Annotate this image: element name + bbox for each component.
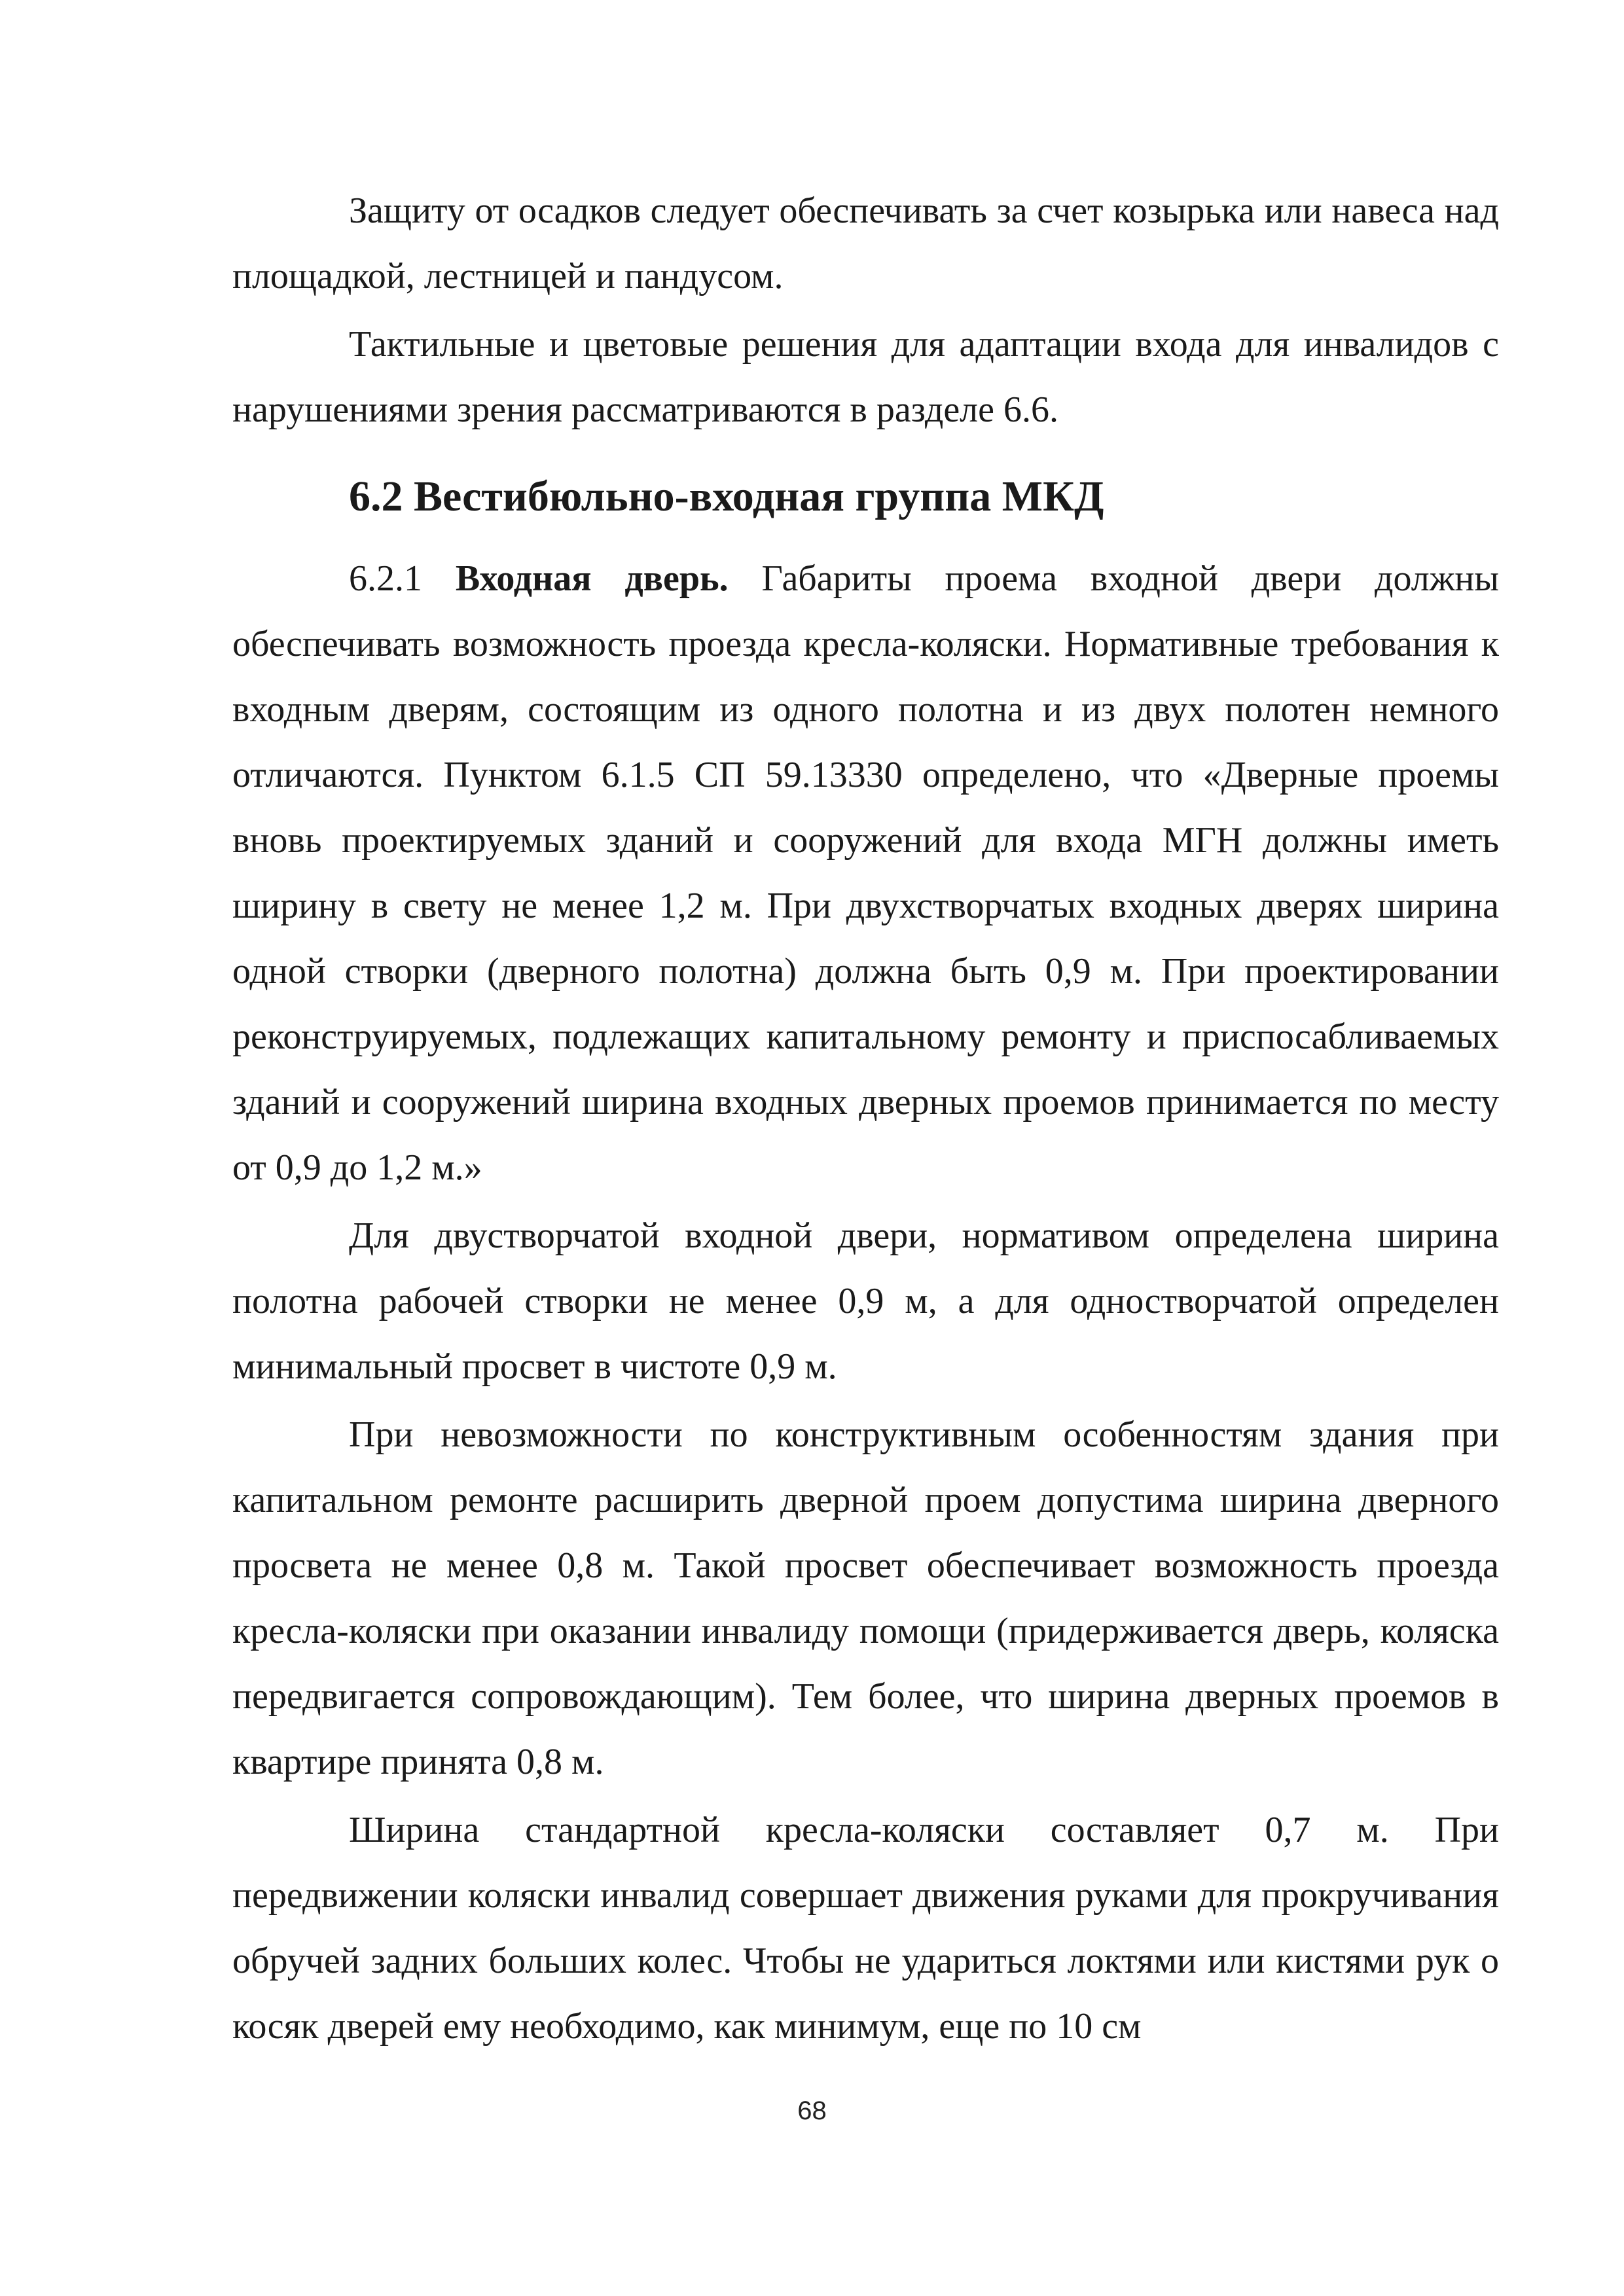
paragraph-wheelchair-width: Ширина стандартной кресла-коляски составляет 0,7 м. При передвижении коляски инвалид совершает движения руками для прокручивания обручей задних больших колес. Чтобы не удариться локтями или кистями рук о косяк дверей ему необходимо, как минимум, еще по 10 см (232, 1810, 1499, 2047)
subsection-text: Габариты проема входной двери должны обеспечивать возможность проезда кресла-коляски. Нормативные требования к входным дверям, состоящим из одного полотна и из двух полотен немного отличаются. Пунктом 6.1.5 СП 59.13330 определено, что «Дверные проемы вновь проектируемых зданий и сооружений для входа МГН должны иметь ширину в свету не менее 1,2 м. При двухстворчатых входных дверях ширина одной створки (дверного полотна) должна быть 0,9 м. При проектировании реконструируемых, подлежащих капитальному ремонту и приспосабливаемых зданий и сооружений ширина входных дверных проемов принимается по месту от 0,9 до 1,2 м.» (232, 558, 1500, 1188)
paragraph-double-door: Для двустворчатой входной двери, нормативом определена ширина полотна рабочей створки не менее 0,9 м, а для одностворчатой определен минимальный просвет в чистоте 0,9 м. (232, 1215, 1499, 1387)
paragraph-precipitation-protection: Защиту от осадков следует обеспечивать за счет козырька или навеса над площадкой, лестницей и пандусом. (232, 190, 1499, 296)
page-content (232, 178, 1499, 2059)
page-number: 68 (797, 2096, 827, 2125)
section-heading: 6.2 Вестибюльно-входная группа МКД (349, 473, 1104, 520)
paragraph-renovation: При невозможности по конструктивным особенностям здания при капитальном ремонте расширить дверной проем допустима ширина дверного просвета не менее 0,8 м. Такой просвет обеспечивает возможность проезда кресла-коляски при оказании инвалиду помощи (придерживается дверь, коляска передвигается сопровождающим). Тем более, что ширина дверных проемов в квартире принята 0,8 м. (232, 1414, 1499, 1782)
subsection-number: 6.2.1 (349, 558, 422, 599)
subsection-title: Входная дверь. (455, 558, 729, 599)
paragraph-tactile-solutions: Тактильные и цветовые решения для адаптации входа для инвалидов с нарушениями зрения рассматриваются в разделе 6.6. (232, 324, 1499, 430)
subsection-entrance-door (232, 546, 1499, 1200)
